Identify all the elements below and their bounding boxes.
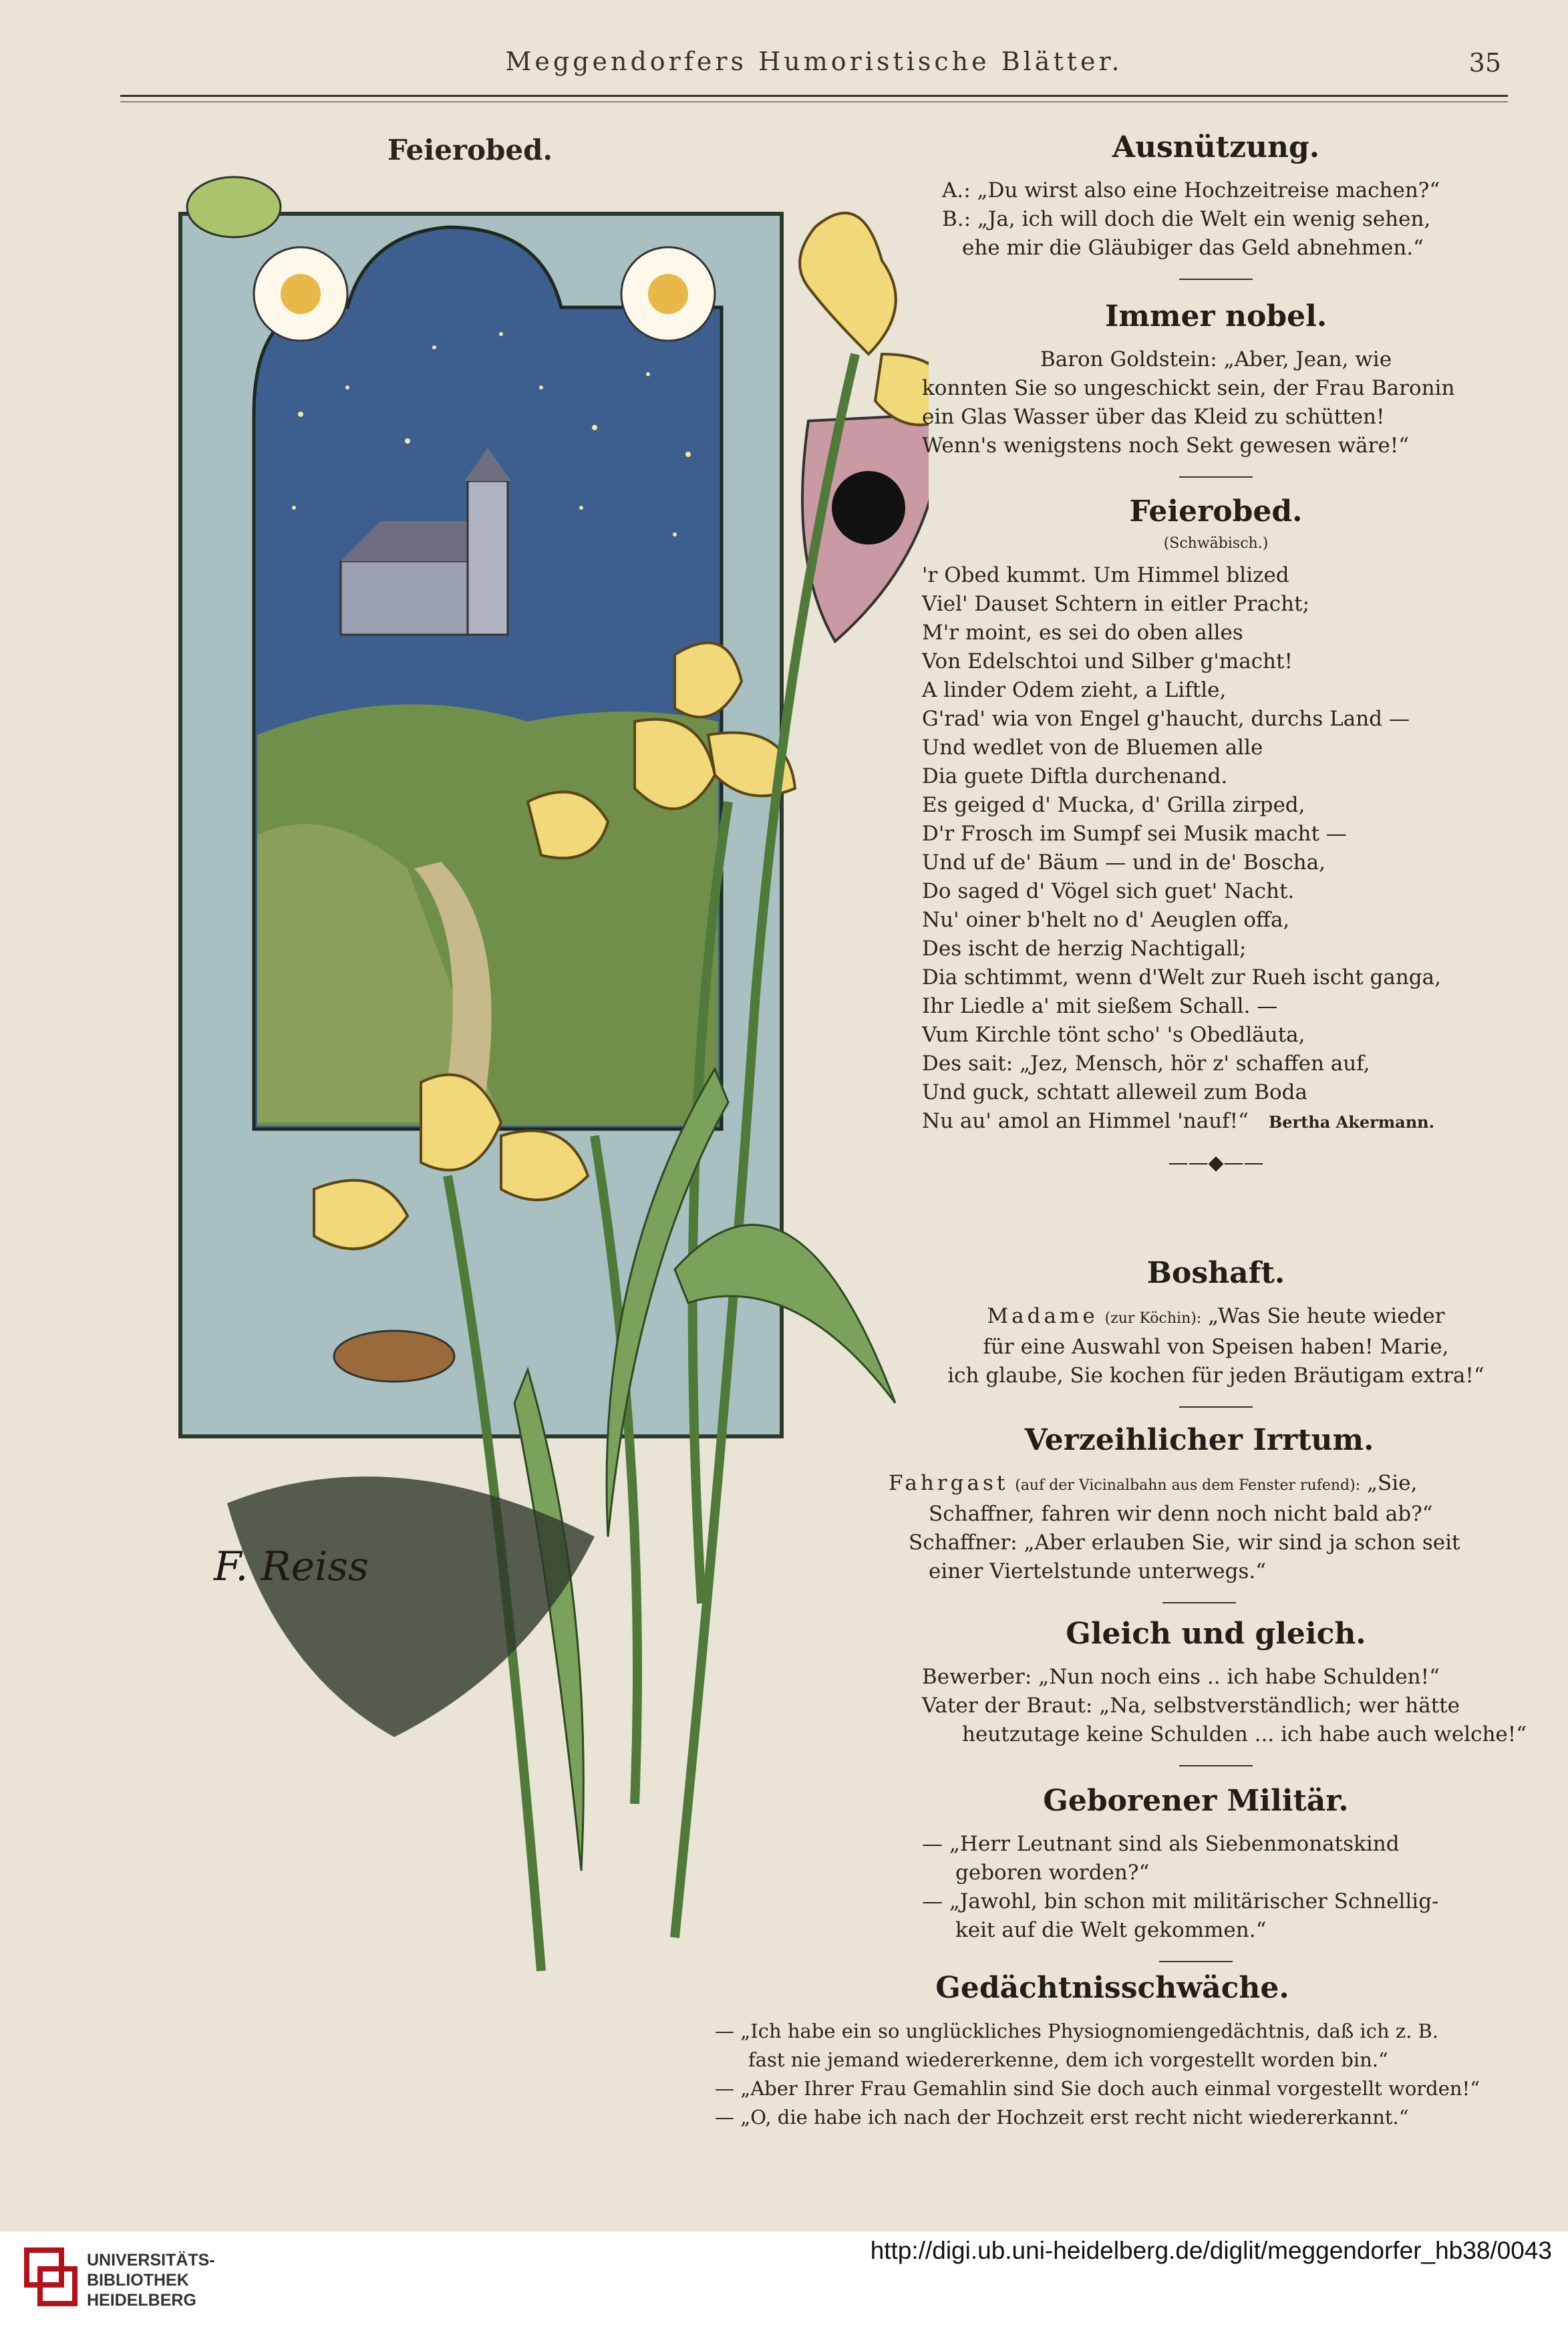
logo-line: HEIDELBERG [87, 2291, 196, 2310]
frog [187, 177, 281, 237]
text-line: — „Ich habe ein so unglückliches Physiognomiengedächtnis, daß ich z. B. [715, 2020, 1439, 2042]
source-url-link[interactable]: http://digi.ub.uni-heidelberg.de/diglit/meggendorfer_hb38/0043 [870, 2237, 1552, 2264]
poem-line: A linder Odem zieht, a Liftle, [922, 678, 1227, 702]
text-line: — „Aber Ihrer Frau Gemahlin sind Sie doch auch einmal vorgestellt worden!“ [715, 2077, 1480, 2100]
poem-line: Nu' oiner b'helt no d' Aeuglen offa, [922, 908, 1290, 932]
bird [334, 1331, 454, 1382]
section-gleich [922, 1617, 1527, 1791]
poem-line: Viel' Dauset Schtern in eitler Pracht; [922, 592, 1310, 616]
poem-line: Des ischt de herzig Nachtigall; [922, 937, 1247, 961]
section-title: Feierobed. [1129, 494, 1303, 528]
stage-direction: (auf der Vicinalbahn aus dem Fenster rufend): [1015, 1477, 1361, 1494]
section-gedaechtnis [715, 1971, 1510, 2132]
text-line: Baron Goldstein: „Aber, Jean, wie [1040, 347, 1392, 371]
poem-line: Des sait: „Jez, Mensch, hör z' schaffen auf, [922, 1052, 1370, 1076]
section-title: Gleich und gleich. [1066, 1617, 1366, 1651]
section-separator [1179, 1406, 1253, 1408]
dark-foliage [227, 1476, 595, 1737]
text-line: für eine Auswahl von Speisen haben! Marie, [983, 1335, 1449, 1359]
section-militaer [882, 1784, 1510, 1986]
logo-line: BIBLIOTHEK [87, 2271, 189, 2290]
text-line: Schaffner, fahren wir denn noch nicht bald ab?“ [929, 1502, 1433, 1526]
poem-line: Und uf de' Bäum — und in de' Boscha, [922, 850, 1325, 875]
header-rule [120, 95, 1508, 97]
church-tower [468, 481, 508, 635]
ornament-divider: ——◆—— [1168, 1151, 1264, 1175]
text-line: — „O, die habe ich nach der Hochzeit erst recht nicht wiedererkannt.“ [715, 2106, 1409, 2129]
section-title: Geborener Militär. [1043, 1784, 1349, 1818]
section-irrtum [889, 1423, 1510, 1627]
speaker: Fahrgast [889, 1471, 1009, 1495]
poem-line: Und wedlet von de Bluemen alle [922, 736, 1263, 760]
poem-line: Ihr Liedle a' mit sießem Schall. — [922, 994, 1278, 1018]
poem-last-line: Nu au' amol an Himmel 'nauf!“ [922, 1109, 1249, 1133]
section-title: Immer nobel. [1104, 299, 1327, 333]
section-immer-nobel [922, 299, 1510, 502]
illustration [127, 134, 929, 2058]
text-line: fast nie jemand wiedererkenne, dem ich vorgestellt worden bin.“ [748, 2048, 1388, 2071]
poem-line: Dia guete Diftla durchenand. [922, 764, 1228, 788]
text-line: Bewerber: „Nun noch eins .. ich habe Schulden!“ [922, 1665, 1440, 1689]
section-title: Boshaft. [1146, 1256, 1285, 1290]
text-line: — „Jawohl, bin schon mit militärischer Schnellig- [922, 1889, 1439, 1913]
section-separator [1179, 476, 1253, 478]
poem-line: Do saged d' Vögel sich guet' Nacht. [922, 879, 1295, 903]
speech: „Sie, [1367, 1471, 1418, 1495]
text-line: keit auf die Welt gekommen.“ [955, 1918, 1267, 1942]
text-line: konnten Sie so ungeschickt sein, der Frau Baronin [922, 376, 1455, 400]
section-separator [1179, 279, 1253, 280]
page-number: 35 [1468, 48, 1501, 77]
text-line: ein Glas Wasser über das Kleid zu schütten! [922, 405, 1385, 429]
section-boshaft [922, 1256, 1510, 1432]
section-title: Ausnützung. [1112, 130, 1320, 164]
poem-line: M'r moint, es sei do oben alles [922, 621, 1243, 645]
poem-line: Vum Kirchle tönt scho' 's Obedläuta, [922, 1023, 1305, 1047]
text-line: Schaffner: „Aber erlauben Sie, wir sind ja schon seit [909, 1531, 1460, 1555]
text-line: — „Herr Leutnant sind als Siebenmonatskind [922, 1832, 1400, 1856]
library-logo-text [87, 2250, 215, 2310]
text-line [889, 1469, 1510, 1500]
text-line: ich glaube, Sie kochen für jeden Bräutigam extra!“ [947, 1364, 1484, 1388]
dialog-line: A.: „Du wirst also eine Hochzeitreise machen?“ [942, 178, 1440, 202]
illustration-title: Feierobed. [387, 134, 553, 166]
speech: „Was Sie heute wieder [1208, 1304, 1445, 1328]
text-line [922, 1302, 1510, 1333]
text-line: einer Viertelstunde unterwegs.“ [929, 1559, 1267, 1583]
section-subtitle: (Schwäbisch.) [1163, 535, 1269, 552]
daisy-right [621, 247, 715, 341]
star-emblem [832, 471, 905, 545]
section-ausnuetzung [922, 130, 1510, 304]
dialog-line: ehe mir die Gläubiger das Geld abnehmen.“ [962, 236, 1424, 260]
poem-line-last [922, 1107, 1510, 1136]
section-separator [1179, 1765, 1253, 1766]
poem-line: Von Edelschtoi und Silber g'macht! [922, 649, 1293, 673]
church [341, 561, 488, 635]
section-separator [1162, 1602, 1236, 1603]
dialog-line: B.: „Ja, ich will doch die Welt ein wenig sehen, [942, 207, 1431, 231]
section-separator [1159, 1961, 1233, 1962]
poem-line: Dia schtimmt, wenn d'Welt zur Rueh ischt ganga, [922, 965, 1441, 989]
running-title: Meggendorfers Humoristische Blätter. [505, 47, 1123, 76]
poem-line: 'r Obed kummt. Um Himmel blized [922, 563, 1289, 587]
poem-author: Bertha Akermann. [1268, 1112, 1434, 1132]
section-title: Gedächtnisschwäche. [935, 1971, 1289, 2005]
poem-line: D'r Frosch im Sumpf sei Musik macht — [922, 822, 1347, 846]
stage-direction: (zur Köchin): [1104, 1310, 1202, 1327]
text-line: heutzutage keine Schulden ... ich habe auch welche!“ [962, 1722, 1527, 1746]
poem-line: Es geiged d' Mucka, d' Grilla zirped, [922, 793, 1305, 817]
logo-line: UNIVERSITÄTS- [87, 2251, 215, 2270]
section-title: Verzeihlicher Irrtum. [1024, 1423, 1374, 1457]
section-feierobed [922, 494, 1510, 1195]
daisy-left [254, 247, 347, 341]
text-line: geboren worden?“ [955, 1861, 1150, 1885]
poem-line: G'rad' wia von Engel g'haucht, durchs Land — [922, 707, 1410, 731]
text-line: Vater der Braut: „Na, selbstverständlich; wer hätte [922, 1694, 1460, 1718]
poem-line: Und guck, schtatt alleweil zum Boda [922, 1080, 1307, 1104]
speaker: Madame [987, 1304, 1098, 1328]
text-line: Wenn's wenigstens noch Sekt gewesen wäre!“ [922, 434, 1410, 458]
artist-signature: F. Reiss [214, 1543, 369, 1590]
